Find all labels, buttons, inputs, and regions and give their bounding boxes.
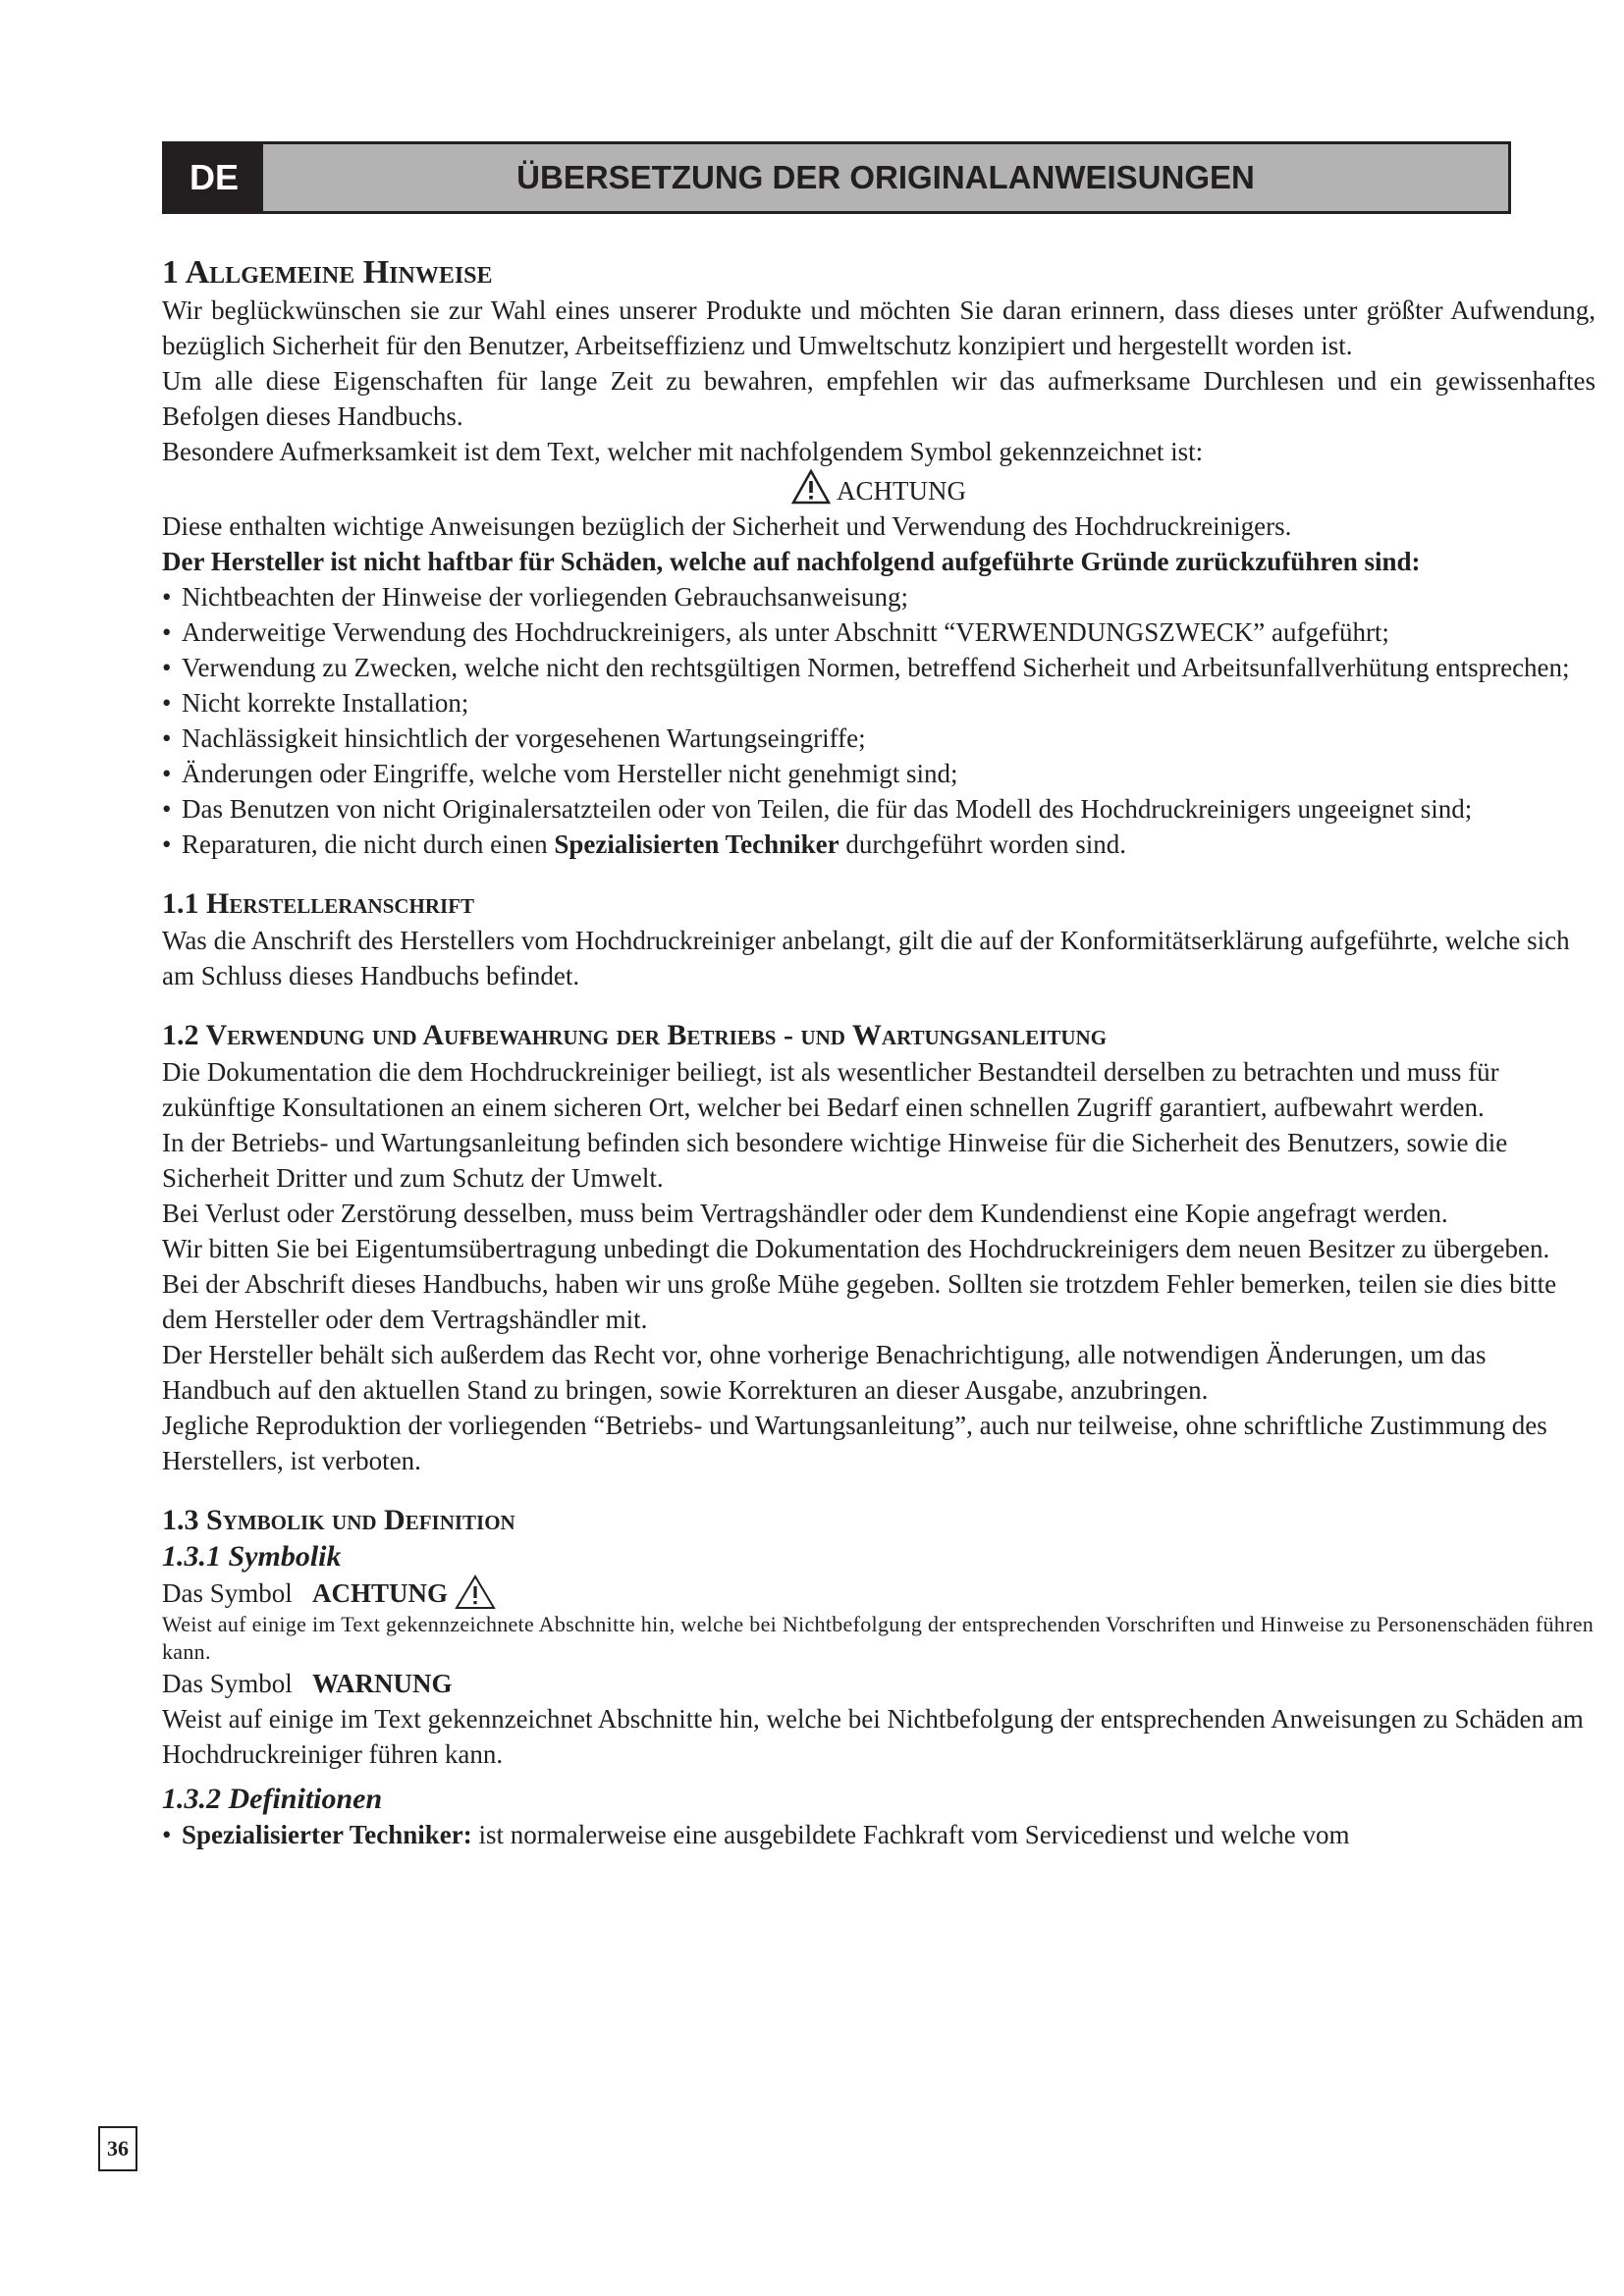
list-item-text: Reparaturen, die nicht durch einen (182, 829, 555, 859)
list-item (162, 827, 1596, 862)
definition-text: ist normalerweise eine ausgebildete Fachkraft vom Servicedienst und welche vom (471, 1820, 1350, 1849)
paragraph: Der Hersteller behält sich außerdem das Recht vor, ohne vorherige Benachrichtigung, alle notwendigen Änderungen, um das Handbuch auf den aktuellen Stand zu bringen, sowie Korrekturen an dieser Ausgabe, anzubringen. (162, 1340, 1487, 1405)
paragraph: Wir bitten Sie bei Eigentumsübertragung unbedingt die Dokumentation des Hochdruckreinigers dem neuen Besitzer zu übergeben. (162, 1234, 1550, 1263)
language-code-box: DE (165, 144, 263, 211)
list-item: • Änderungen oder Eingriffe, welche vom Hersteller nicht genehmigt sind; (162, 756, 1596, 791)
paragraph: Bei Verlust oder Zerstörung desselben, muss beim Vertragshändler oder dem Kundendienst eine Kopie angefragt werden. (162, 1199, 1448, 1228)
definition-term: Spezialisierter Techniker: (182, 1820, 472, 1849)
section-1-3-heading: 1.3 Symbolik und Definition (162, 1504, 515, 1536)
definitions-list (162, 1817, 1596, 1852)
paragraph: In der Betriebs- und Wartungsanleitung befinden sich besondere wichtige Hinweise für die Sicherheit des Benutzers, sowie die Sicherheit Dritter und zum Schutz der Umwelt. (162, 1128, 1508, 1193)
list-item: • Nichtbeachten der Hinweise der vorliegenden Gebrauchsanweisung; (162, 579, 1596, 614)
achtung-label: ACHTUNG (837, 476, 966, 506)
list-item-emphasis: Spezialisierten Techniker (554, 829, 839, 859)
paragraph: Wir beglückwünschen sie zur Wahl eines unserer Produkte und möchten Sie daran erinnern, dass dieses unter größter Aufwendung, bezüglich Sicherheit für den Benutzer, Arbeitseffizienz und Umweltschutz konzipiert und hergestellt worden ist. (162, 295, 1596, 360)
paragraph: Besondere Aufmerksamkeit ist dem Text, welcher mit nachfolgendem Symbol gekennzeichnet ist: (162, 437, 1204, 466)
subsection-1-3-1-heading: 1.3.1 Symbolik (162, 1540, 342, 1573)
list-item: • Verwendung zu Zwecken, welche nicht den rechtsgültigen Normen, betreffend Sicherheit und Arbeitsunfallverhütung entsprechen; (162, 650, 1596, 685)
list-item: • Nicht korrekte Installation; (162, 685, 1596, 721)
list-item: • Anderweitige Verwendung des Hochdruckreinigers, als unter Abschnitt “VERWENDUNGSZWECK” aufgeführt; (162, 614, 1596, 650)
warning-triangle-icon (455, 1575, 496, 1610)
paragraph: Was die Anschrift des Herstellers vom Hochdruckreiniger anbelangt, gilt die auf der Konformitätserklärung aufgeführte, welche sich am Schluss dieses Handbuchs befindet. (162, 926, 1570, 990)
symbol-achtung-label: ACHTUNG (312, 1578, 449, 1608)
subsection-1-3-2-heading: 1.3.2 Definitionen (162, 1783, 383, 1815)
liability-statement: Der Hersteller ist nicht haftbar für Schäden, welche auf nachfolgend aufgeführte Gründe zurückzuführen sind: (162, 547, 1421, 576)
symbol-warnung-description: Weist auf einige im Text gekennzeichnet Abschnitte hin, welche bei Nichtbefolgung der entsprechenden Anweisungen zu Schäden am Hochdruckreiniger führen kann. (162, 1704, 1584, 1769)
list-item (162, 1817, 1596, 1852)
symbol-warnung-label: WARNUNG (312, 1669, 453, 1698)
achtung-callout (162, 469, 1596, 508)
symbol-warnung-line (162, 1666, 1596, 1701)
paragraph: Die Dokumentation die dem Hochdruckreiniger beiliegt, ist als wesentlicher Bestandteil derselben zu betrachten und muss für zukünftige Konsultationen an einem sicheren Ort, welcher bei Bedarf einen schnellen Zugriff garantiert, aufbewahrt werden. (162, 1057, 1499, 1122)
paragraph: Jegliche Reproduktion der vorliegenden “Betriebs- und Wartungsanleitung”, auch nur teilweise, ohne schriftliche Zustimmung des Herstellers, ist verboten. (162, 1411, 1547, 1475)
page-number: 36 (98, 2126, 137, 2171)
section-header-bar (162, 141, 1511, 214)
symbol-intro: Das Symbol (162, 1578, 293, 1608)
list-item-text: durchgeführt worden sind. (839, 829, 1127, 859)
symbol-achtung-description: Weist auf einige im Text gekennzeichnete Abschnitte hin, welche bei Nichtbefolgung der entsprechenden Vorschriften und Hinweise zu Personenschäden führen kann. (162, 1612, 1595, 1664)
paragraph: Bei der Abschrift dieses Handbuchs, haben wir uns große Mühe gegeben. Sollten sie trotzdem Fehler bemerken, teilen sie dies bitte dem Hersteller oder dem Vertragshändler mit. (162, 1269, 1557, 1334)
paragraph: Diese enthalten wichtige Anweisungen bezüglich der Sicherheit und Verwendung des Hochdruckreinigers. (162, 511, 1292, 541)
warning-triangle-icon (791, 469, 831, 505)
page-content (162, 253, 1596, 1852)
liability-list (162, 579, 1596, 862)
section-1-heading: 1 Allgemeine Hinweise (162, 254, 493, 291)
list-item: • Das Benutzen von nicht Originalersatzteilen oder von Teilen, die für das Modell des Hochdruckreinigers ungeeignet sind; (162, 791, 1596, 827)
paragraph: Um alle diese Eigenschaften für lange Zeit zu bewahren, empfehlen wir das aufmerksame Durchlesen und ein gewissenhaftes Befolgen dieses Handbuchs. (162, 366, 1596, 431)
list-item: • Nachlässigkeit hinsichtlich der vorgesehenen Wartungseingriffe; (162, 721, 1596, 756)
section-1-2-heading: 1.2 Verwendung und Aufbewahrung der Betriebs - und Wartungsanleitung (162, 1019, 1108, 1051)
symbol-achtung-line (162, 1575, 1596, 1611)
symbol-intro: Das Symbol (162, 1669, 293, 1698)
section-1-1-heading: 1.1 Herstelleranschrift (162, 887, 475, 920)
header-title: ÜBERSETZUNG DER ORIGINALANWEISUNGEN (516, 159, 1255, 195)
